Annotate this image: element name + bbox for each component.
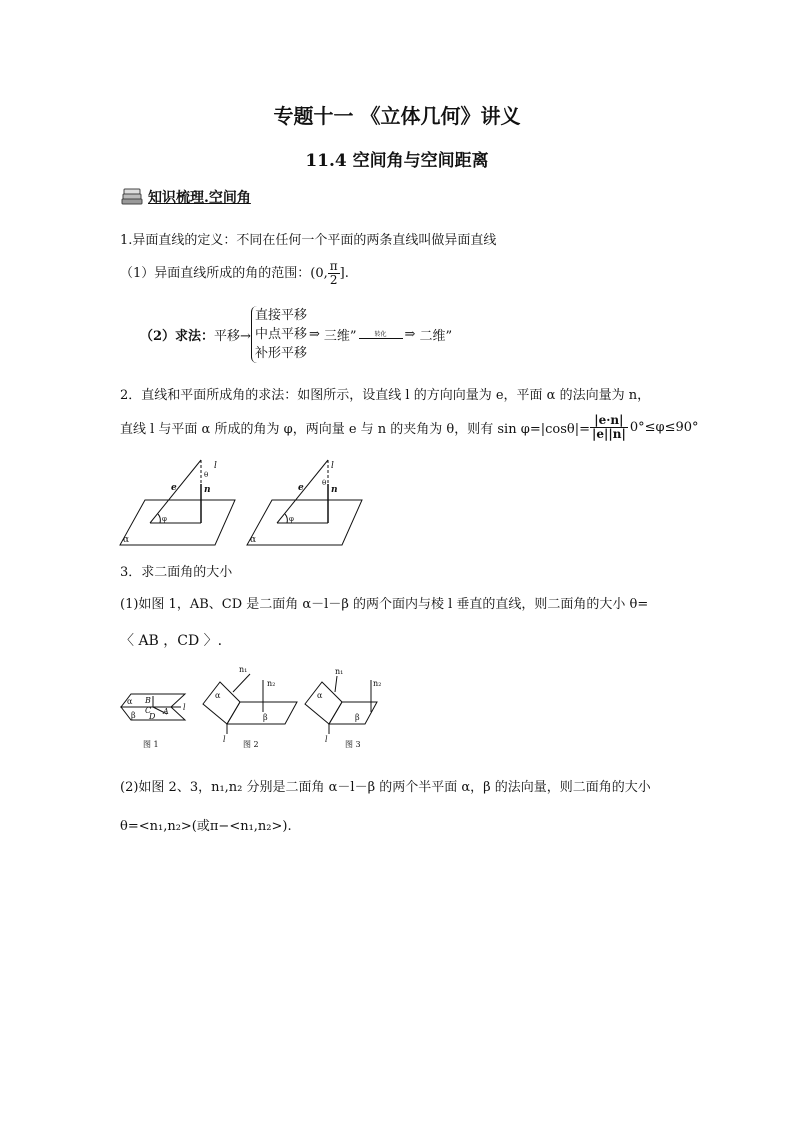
para-1b	[140, 306, 452, 363]
fig2	[203, 674, 297, 734]
books-icon	[120, 188, 144, 206]
para-3: 3．求二面角的大小	[120, 565, 233, 580]
para-3a-line-1: (1)如图 1，AB、CD 是二面角 α－l－β 的两个面内与棱 l 垂直的直线，则二面角的大小 θ=	[120, 597, 649, 612]
method-item: 直接平移	[254, 308, 307, 323]
panel-left-labels	[123, 461, 217, 545]
label-l: l	[214, 461, 217, 471]
convert-line	[359, 338, 403, 339]
label-e: e	[298, 483, 304, 493]
para-3b-line-1: (2)如图 2、3，n₁,n₂ 分别是二面角 α－l－β 的两个半平面 α，β 的法向量，则二面角的大小	[120, 780, 651, 795]
para-2-suffix: 0°≤φ≤90°	[629, 420, 699, 435]
label-phi: φ	[162, 515, 167, 523]
dim-2: 二维”	[419, 329, 453, 344]
fig1-caption: 图 1	[143, 740, 159, 749]
label-n: n	[204, 485, 211, 495]
label-alpha: α	[123, 535, 130, 545]
fig1-labels	[127, 696, 186, 749]
para-3b-line-2: θ=<n₁,n₂>(或π−<n₁,n₂>).	[120, 819, 292, 834]
label-phi: φ	[289, 515, 294, 523]
panel-right	[247, 460, 362, 545]
label-l: l	[331, 461, 334, 471]
label-theta: θ	[204, 471, 209, 479]
fig3-n1: n₁	[335, 667, 344, 676]
panel-left	[120, 460, 235, 545]
method-lead: 平移→	[214, 329, 251, 344]
frac-den: 2	[329, 273, 338, 287]
fig2-plane-alpha	[203, 682, 240, 724]
dihedral-figure	[115, 662, 395, 754]
fig3-plane-alpha	[305, 682, 342, 724]
fig3-n2: n₂	[373, 679, 382, 688]
fig1-D: D	[149, 712, 156, 721]
fig3-alpha: α	[317, 691, 323, 700]
pi-over-2	[328, 260, 340, 287]
dim-3: 三维”	[323, 329, 357, 344]
para-3a-line-2: 〈 AB ，CD 〉.	[120, 633, 223, 649]
phi-arc	[285, 514, 287, 523]
section-label: 知识梳理.空间角	[148, 190, 251, 206]
method-item: 中点平移	[254, 327, 307, 342]
method-list	[251, 306, 307, 363]
convert-arrow	[359, 331, 403, 339]
fig1-alpha: α	[127, 697, 133, 706]
label-e: e	[171, 483, 177, 493]
fig2-labels	[215, 665, 275, 749]
fig1-beta: β	[131, 711, 136, 720]
method-item: 补形平移	[254, 346, 307, 361]
fig2-n1: n₁	[239, 665, 248, 674]
fig2-l: l	[223, 735, 226, 744]
para-1: 1.异面直线的定义：不同在任何一个平面的两条直线叫做异面直线	[120, 233, 497, 248]
page-title: 专题十一 《立体几何》讲义	[273, 104, 521, 128]
section-heading	[120, 187, 251, 207]
para-2-line-1: 2．直线和平面所成角的求法：如图所示，设直线 l 的方向向量为 e，平面 α 的法向量为 n，	[120, 388, 651, 403]
fig3	[305, 676, 377, 734]
range-end: .	[344, 266, 349, 281]
frac-num: π	[329, 259, 338, 273]
fig3-beta: β	[355, 713, 360, 722]
label-alpha: α	[250, 535, 257, 545]
fig1-B: B	[145, 696, 151, 705]
fig2-n2: n₂	[267, 679, 276, 688]
fig3-plane-beta	[329, 702, 377, 724]
para-1a	[120, 260, 349, 287]
label-theta: θ	[322, 479, 327, 487]
fig2-beta: β	[263, 713, 268, 722]
para-2-line-2	[120, 414, 699, 441]
cos-fraction	[590, 414, 628, 441]
implies-arrow: ⇒	[308, 327, 320, 342]
phi-arc	[158, 514, 160, 523]
fig3-n1	[335, 676, 337, 692]
page-subtitle: 11.4 空间角与空间距离	[305, 151, 489, 171]
fig1-C: C	[145, 706, 152, 715]
fig2-n1	[233, 674, 250, 692]
range-open: (0,	[310, 266, 328, 281]
label-n: n	[331, 485, 338, 495]
fig3-l: l	[325, 735, 328, 744]
cos-den: |e||n|	[591, 427, 626, 441]
fig1-l: l	[183, 703, 186, 712]
fig1-A: A	[163, 707, 169, 716]
method-label: （2）求法：	[140, 329, 215, 344]
fig3-labels	[317, 667, 381, 749]
cos-num: |e·n|	[590, 414, 628, 428]
fig2-alpha: α	[215, 691, 221, 700]
fig2-caption: 图 2	[243, 740, 259, 749]
para-1a-prefix: （1）异面直线所成的角的范围：	[120, 266, 311, 281]
fig3-caption: 图 3	[345, 740, 361, 749]
range-close: ]	[339, 266, 345, 281]
convert-label: 转化	[374, 330, 387, 338]
implies-arrow-2: ⇒	[404, 327, 416, 342]
fig2-plane-beta	[227, 702, 297, 724]
para-2-prefix: 直线 l 与平面 α 所成的角为 φ，两向量 e 与 n 的夹角为 θ，则有 sin φ=|cosθ|=	[120, 422, 590, 437]
line-plane-figure	[115, 450, 365, 552]
